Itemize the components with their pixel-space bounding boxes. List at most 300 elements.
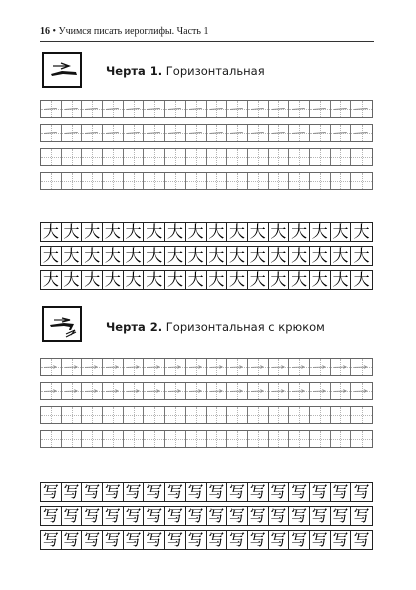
grid-cell — [62, 407, 83, 423]
grid-cell — [82, 407, 103, 423]
grid-cell — [269, 407, 290, 423]
grid-cell — [227, 407, 248, 423]
practice-character: 写 — [289, 531, 310, 549]
horizontal-stroke-trace-icon — [310, 125, 330, 141]
practice-character: 大 — [227, 247, 248, 265]
horizontal-hook-trace-icon — [207, 359, 227, 375]
practice-character: 大 — [269, 223, 290, 241]
practice-character: 写 — [144, 507, 165, 525]
horizontal-stroke-trace-icon — [310, 101, 330, 117]
grid-cell — [351, 359, 372, 375]
horizontal-stroke-trace-icon — [248, 125, 268, 141]
grid-cell — [269, 359, 290, 375]
practice-character: 写 — [331, 531, 352, 549]
practice-character: 写 — [103, 507, 124, 525]
grid-cell — [82, 101, 103, 117]
grid-cell — [289, 101, 310, 117]
book-title: Учимся писать иероглифы. Часть 1 — [58, 26, 209, 37]
grid-cell — [82, 149, 103, 165]
horizontal-hook-trace-icon — [103, 359, 123, 375]
horizontal-stroke-trace-icon — [289, 125, 309, 141]
grid-cell — [165, 383, 186, 399]
practice-character: 写 — [207, 531, 228, 549]
grid-cell — [144, 431, 165, 447]
grid-cell — [269, 431, 290, 447]
horizontal-stroke-trace-icon — [103, 101, 123, 117]
practice-grid-row — [40, 430, 373, 448]
practice-character: 写 — [248, 483, 269, 501]
grid-cell — [227, 101, 248, 117]
practice-character: 大 — [62, 223, 83, 241]
practice-character: 大 — [310, 271, 331, 289]
grid-cell — [165, 173, 186, 189]
practice-character: 大 — [144, 247, 165, 265]
horizontal-stroke-trace-icon — [269, 101, 289, 117]
practice-grid-row — [40, 148, 373, 166]
grid-cell — [289, 407, 310, 423]
practice-character: 写 — [82, 531, 103, 549]
grid-cell — [351, 173, 372, 189]
grid-cell — [103, 407, 124, 423]
practice-character: 大 — [41, 271, 62, 289]
grid-cell — [269, 101, 290, 117]
grid-cell — [41, 101, 62, 117]
horizontal-hook-trace-icon — [186, 383, 206, 399]
grid-cell — [144, 359, 165, 375]
grid-cell — [207, 101, 228, 117]
practice-character: 写 — [144, 531, 165, 549]
practice-character: 大 — [353, 271, 370, 289]
grid-cell — [124, 383, 145, 399]
horizontal-hook-trace-icon — [41, 359, 61, 375]
practice-character: 写 — [331, 483, 352, 501]
grid-cell — [351, 431, 372, 447]
practice-character: 写 — [353, 507, 370, 525]
grid-cell — [186, 407, 207, 423]
grid-cell — [331, 383, 352, 399]
grid-cell — [124, 149, 145, 165]
grid-cell — [248, 149, 269, 165]
horizontal-hook-trace-icon — [82, 383, 102, 399]
practice-character: 写 — [124, 507, 145, 525]
grid-cell — [289, 173, 310, 189]
grid-cell — [41, 125, 62, 141]
practice-character: 写 — [144, 483, 165, 501]
grid-cell — [351, 383, 372, 399]
practice-character: 大 — [144, 223, 165, 241]
grid-cell — [310, 173, 331, 189]
horizontal-stroke-trace-icon — [144, 101, 164, 117]
grid-cell — [227, 125, 248, 141]
grid-cell — [186, 383, 207, 399]
grid-cell — [227, 359, 248, 375]
grid-cell — [144, 101, 165, 117]
grid-cell — [82, 359, 103, 375]
grid-cell — [186, 125, 207, 141]
practice-character: 写 — [186, 483, 207, 501]
header-bullet: • — [52, 26, 57, 37]
horizontal-hook-trace-icon — [248, 383, 268, 399]
grid-cell — [351, 407, 372, 423]
practice-grid-row — [40, 172, 373, 190]
grid-cell — [331, 359, 352, 375]
grid-cell — [103, 173, 124, 189]
grid-cell — [269, 383, 290, 399]
trace-row — [40, 124, 373, 142]
horizontal-hook-trace-icon — [351, 359, 372, 375]
practice-character: 大 — [289, 247, 310, 265]
practice-character: 大 — [144, 271, 165, 289]
section-2-label: Черта 2. — [106, 320, 163, 334]
grid-cell — [82, 431, 103, 447]
horizontal-hook-trace-icon — [144, 359, 164, 375]
grid-cell — [310, 149, 331, 165]
grid-cell — [289, 359, 310, 375]
grid-cell — [62, 149, 83, 165]
grid-cell — [124, 407, 145, 423]
practice-character: 大 — [248, 223, 269, 241]
horizontal-hook-stroke-icon — [42, 306, 82, 342]
grid-cell — [186, 173, 207, 189]
horizontal-stroke-trace-icon — [269, 125, 289, 141]
grid-cell — [62, 359, 83, 375]
grid-cell — [351, 101, 372, 117]
horizontal-stroke-trace-icon — [62, 101, 82, 117]
grid-cell — [124, 173, 145, 189]
grid-cell — [165, 431, 186, 447]
horizontal-stroke-trace-icon — [165, 125, 185, 141]
grid-cell — [41, 149, 62, 165]
practice-character: 写 — [353, 483, 370, 501]
grid-cell — [207, 173, 228, 189]
grid-cell — [248, 431, 269, 447]
grid-cell — [124, 359, 145, 375]
grid-cell — [248, 383, 269, 399]
horizontal-stroke-trace-icon — [351, 101, 372, 117]
grid-cell — [310, 407, 331, 423]
grid-cell — [227, 149, 248, 165]
grid-cell — [144, 407, 165, 423]
horizontal-hook-trace-icon — [289, 383, 309, 399]
grid-cell — [269, 173, 290, 189]
grid-cell — [124, 125, 145, 141]
grid-cell — [82, 125, 103, 141]
practice-character: 写 — [165, 507, 186, 525]
horizontal-stroke-trace-icon — [186, 125, 206, 141]
grid-cell — [331, 431, 352, 447]
practice-character: 大 — [124, 271, 145, 289]
grid-cell — [269, 149, 290, 165]
grid-cell — [82, 173, 103, 189]
horizontal-stroke-trace-icon — [124, 101, 144, 117]
practice-character: 大 — [331, 271, 352, 289]
grid-cell — [310, 383, 331, 399]
practice-character: 大 — [103, 247, 124, 265]
practice-character: 写 — [41, 483, 62, 501]
horizontal-hook-trace-icon — [227, 359, 247, 375]
horizontal-hook-trace-icon — [227, 383, 247, 399]
practice-character: 写 — [103, 483, 124, 501]
horizontal-hook-trace-icon — [310, 359, 330, 375]
grid-cell — [269, 125, 290, 141]
horizontal-stroke-icon — [42, 52, 82, 88]
character-row — [40, 222, 373, 242]
practice-character: 大 — [269, 271, 290, 289]
grid-cell — [165, 125, 186, 141]
practice-character: 大 — [186, 271, 207, 289]
horizontal-hook-trace-icon — [351, 383, 372, 399]
grid-cell — [227, 383, 248, 399]
grid-cell — [165, 101, 186, 117]
practice-character: 大 — [227, 271, 248, 289]
practice-character: 大 — [353, 247, 370, 265]
grid-cell — [227, 431, 248, 447]
horizontal-hook-trace-icon — [62, 359, 82, 375]
practice-character: 写 — [353, 531, 370, 549]
character-row — [40, 482, 373, 502]
grid-cell — [124, 101, 145, 117]
grid-cell — [103, 383, 124, 399]
trace-row — [40, 100, 373, 118]
page-number: 16 — [40, 26, 50, 37]
practice-character: 写 — [82, 483, 103, 501]
practice-character: 写 — [124, 483, 145, 501]
practice-character: 大 — [62, 247, 83, 265]
practice-character: 大 — [310, 247, 331, 265]
trace-row — [40, 382, 373, 400]
character-row — [40, 530, 373, 550]
grid-cell — [207, 359, 228, 375]
practice-character: 大 — [289, 271, 310, 289]
grid-cell — [186, 359, 207, 375]
practice-character: 大 — [207, 223, 228, 241]
practice-character: 写 — [62, 507, 83, 525]
practice-character: 写 — [269, 531, 290, 549]
horizontal-stroke-trace-icon — [331, 101, 351, 117]
grid-cell — [248, 101, 269, 117]
horizontal-hook-trace-icon — [331, 383, 351, 399]
practice-character: 写 — [310, 483, 331, 501]
practice-character: 写 — [103, 531, 124, 549]
grid-cell — [41, 383, 62, 399]
grid-cell — [144, 125, 165, 141]
character-row — [40, 270, 373, 290]
practice-character: 写 — [248, 531, 269, 549]
horizontal-hook-trace-icon — [144, 383, 164, 399]
grid-cell — [62, 173, 83, 189]
practice-character: 大 — [165, 271, 186, 289]
practice-character: 写 — [186, 507, 207, 525]
grid-cell — [103, 431, 124, 447]
section-2-title — [106, 320, 325, 334]
horizontal-stroke-trace-icon — [62, 125, 82, 141]
practice-character: 大 — [41, 247, 62, 265]
character-row — [40, 506, 373, 526]
practice-character: 写 — [41, 507, 62, 525]
horizontal-hook-trace-icon — [269, 359, 289, 375]
grid-cell — [207, 407, 228, 423]
grid-cell — [124, 431, 145, 447]
practice-character: 大 — [82, 223, 103, 241]
practice-character: 写 — [310, 531, 331, 549]
grid-cell — [165, 149, 186, 165]
practice-character: 写 — [186, 531, 207, 549]
horizontal-stroke-trace-icon — [331, 125, 351, 141]
practice-character: 大 — [207, 271, 228, 289]
grid-cell — [103, 125, 124, 141]
horizontal-hook-trace-icon — [248, 359, 268, 375]
practice-character: 写 — [269, 507, 290, 525]
section-1-name: Горизонтальная — [165, 64, 265, 78]
grid-cell — [165, 407, 186, 423]
horizontal-hook-trace-icon — [269, 383, 289, 399]
grid-cell — [186, 431, 207, 447]
horizontal-stroke-trace-icon — [227, 101, 247, 117]
practice-character: 大 — [310, 223, 331, 241]
grid-cell — [289, 125, 310, 141]
grid-cell — [144, 173, 165, 189]
horizontal-stroke-trace-icon — [124, 125, 144, 141]
practice-character: 写 — [207, 483, 228, 501]
grid-cell — [62, 383, 83, 399]
grid-cell — [310, 431, 331, 447]
horizontal-hook-trace-icon — [103, 383, 123, 399]
practice-character: 写 — [41, 531, 62, 549]
horizontal-stroke-trace-icon — [351, 125, 372, 141]
practice-character: 大 — [186, 247, 207, 265]
grid-cell — [331, 149, 352, 165]
grid-cell — [331, 125, 352, 141]
grid-cell — [62, 101, 83, 117]
grid-cell — [144, 149, 165, 165]
horizontal-hook-trace-icon — [310, 383, 330, 399]
practice-character: 写 — [248, 507, 269, 525]
horizontal-hook-trace-icon — [62, 383, 82, 399]
grid-cell — [310, 101, 331, 117]
grid-cell — [103, 149, 124, 165]
header-rule — [40, 41, 374, 42]
horizontal-stroke-trace-icon — [207, 101, 227, 117]
grid-cell — [331, 407, 352, 423]
practice-character: 大 — [227, 223, 248, 241]
practice-character: 写 — [124, 531, 145, 549]
horizontal-stroke-trace-icon — [82, 101, 102, 117]
horizontal-stroke-trace-icon — [207, 125, 227, 141]
section-2-name: Горизонтальная с крюком — [165, 320, 325, 334]
grid-cell — [248, 407, 269, 423]
practice-grid-row — [40, 406, 373, 424]
grid-cell — [248, 125, 269, 141]
horizontal-stroke-trace-icon — [186, 101, 206, 117]
practice-character: 大 — [103, 223, 124, 241]
practice-character: 写 — [227, 507, 248, 525]
page-header — [40, 26, 374, 42]
grid-cell — [103, 101, 124, 117]
grid-cell — [207, 383, 228, 399]
grid-cell — [289, 383, 310, 399]
grid-cell — [331, 101, 352, 117]
practice-character: 大 — [165, 223, 186, 241]
grid-cell — [165, 359, 186, 375]
horizontal-stroke-trace-icon — [103, 125, 123, 141]
practice-character: 大 — [124, 247, 145, 265]
trace-row — [40, 358, 373, 376]
horizontal-stroke-trace-icon — [82, 125, 102, 141]
grid-cell — [41, 359, 62, 375]
grid-cell — [310, 125, 331, 141]
practice-character: 写 — [269, 483, 290, 501]
horizontal-hook-trace-icon — [207, 383, 227, 399]
practice-character: 大 — [103, 271, 124, 289]
practice-character: 写 — [227, 531, 248, 549]
practice-character: 写 — [207, 507, 228, 525]
grid-cell — [207, 149, 228, 165]
practice-character: 大 — [82, 271, 103, 289]
horizontal-stroke-trace-icon — [41, 101, 61, 117]
section-1-label: Черта 1. — [106, 64, 163, 78]
practice-character: 大 — [269, 247, 290, 265]
practice-character: 写 — [62, 483, 83, 501]
practice-character: 大 — [62, 271, 83, 289]
horizontal-hook-trace-icon — [82, 359, 102, 375]
grid-cell — [248, 173, 269, 189]
grid-cell — [331, 173, 352, 189]
practice-character: 大 — [248, 247, 269, 265]
grid-cell — [207, 125, 228, 141]
practice-character: 大 — [207, 247, 228, 265]
practice-character: 写 — [165, 483, 186, 501]
grid-cell — [41, 431, 62, 447]
practice-character: 大 — [353, 223, 370, 241]
practice-character: 大 — [165, 247, 186, 265]
grid-cell — [351, 125, 372, 141]
horizontal-hook-trace-icon — [41, 383, 61, 399]
horizontal-hook-trace-icon — [165, 359, 185, 375]
grid-cell — [227, 173, 248, 189]
grid-cell — [248, 359, 269, 375]
practice-character: 写 — [310, 507, 331, 525]
horizontal-hook-trace-icon — [124, 383, 144, 399]
horizontal-hook-trace-icon — [186, 359, 206, 375]
grid-cell — [310, 359, 331, 375]
practice-character: 大 — [248, 271, 269, 289]
practice-character: 写 — [331, 507, 352, 525]
grid-cell — [62, 431, 83, 447]
horizontal-stroke-trace-icon — [144, 125, 164, 141]
horizontal-stroke-trace-icon — [289, 101, 309, 117]
practice-character: 写 — [289, 507, 310, 525]
section-1-title — [106, 64, 265, 78]
practice-character: 大 — [41, 223, 62, 241]
horizontal-hook-trace-icon — [165, 383, 185, 399]
practice-character: 大 — [82, 247, 103, 265]
grid-cell — [289, 431, 310, 447]
horizontal-hook-trace-icon — [289, 359, 309, 375]
grid-cell — [41, 173, 62, 189]
grid-cell — [144, 383, 165, 399]
horizontal-stroke-trace-icon — [41, 125, 61, 141]
practice-character: 大 — [289, 223, 310, 241]
horizontal-stroke-trace-icon — [165, 101, 185, 117]
grid-cell — [351, 149, 372, 165]
practice-character: 大 — [186, 223, 207, 241]
character-row — [40, 246, 373, 266]
grid-cell — [289, 149, 310, 165]
horizontal-hook-trace-icon — [331, 359, 351, 375]
grid-cell — [82, 383, 103, 399]
practice-character: 大 — [124, 223, 145, 241]
practice-character: 大 — [331, 223, 352, 241]
